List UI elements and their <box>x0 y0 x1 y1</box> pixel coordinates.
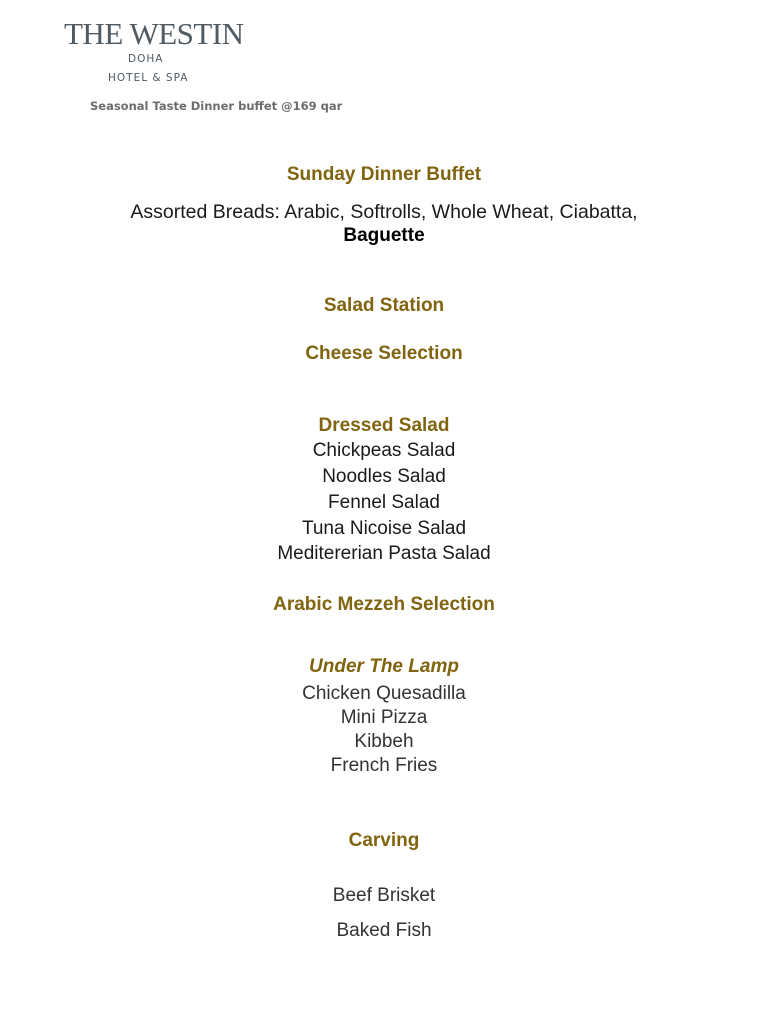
heading-cheese-selection: Cheese Selection <box>305 343 463 364</box>
menu-item: Mini Pizza <box>340 707 428 728</box>
breads-last: Baguette <box>343 225 425 246</box>
menu-item: Chicken Quesadilla <box>302 683 466 704</box>
heading-salad-station: Salad Station <box>323 295 445 316</box>
menu-item: Meditererian Pasta Salad <box>277 543 491 564</box>
logo-city: DOHA <box>128 53 164 65</box>
logo-brand: THE WESTIN <box>64 16 244 51</box>
menu-item: Fennel Salad <box>328 492 440 513</box>
heading-dressed-salad: Dressed Salad <box>318 415 450 436</box>
menu-item: Kibbeh <box>354 731 414 752</box>
breads-line: Assorted Breads: Arabic, Softrolls, Whole Wheat, Ciabatta, <box>130 201 638 223</box>
menu-item: Noodles Salad <box>322 466 446 487</box>
menu-item: French Fries <box>330 755 438 776</box>
menu-item: Baked Fish <box>336 920 432 941</box>
menu-item: Chickpeas Salad <box>312 440 456 461</box>
logo-subtitle: HOTEL & SPA <box>108 72 189 84</box>
menu-item: Tuna Nicoise Salad <box>301 518 467 539</box>
menu-item: Beef Brisket <box>332 885 436 906</box>
heading-under-the-lamp: Under The Lamp <box>309 656 459 677</box>
heading-carving: Carving <box>348 830 420 851</box>
heading-arabic-mezzeh: Arabic Mezzeh Selection <box>273 594 495 615</box>
hotel-logo <box>64 16 244 86</box>
buffet-tagline: Seasonal Taste Dinner buffet @169 qar <box>90 99 343 113</box>
menu-title: Sunday Dinner Buffet <box>286 164 482 185</box>
